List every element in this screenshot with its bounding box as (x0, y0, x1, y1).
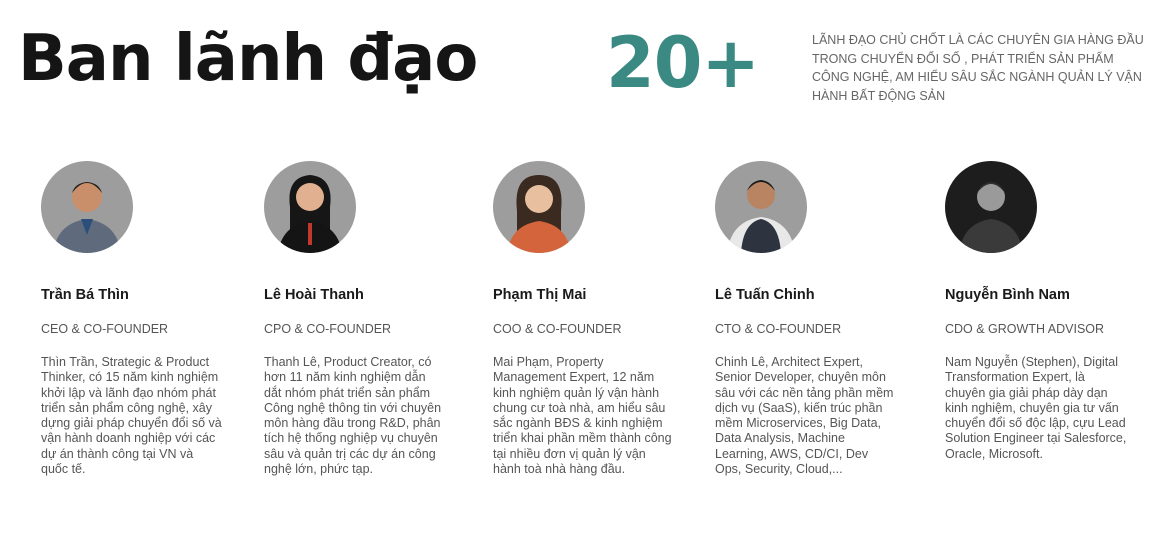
member-name: Lê Hoài Thanh (264, 287, 364, 303)
avatar (715, 161, 807, 253)
member-role: CTO & CO-FOUNDER (715, 322, 842, 336)
member-name: Trần Bá Thìn (41, 287, 129, 303)
tagline: LÃNH ĐẠO CHỦ CHỐT LÀ CÁC CHUYÊN GIA HÀNG ĐẦU TRONG CHUYỂN ĐỔI SỐ , PHÁT TRIỂN SẢN PHẨM CÔNG NGHỆ, AM HIỂU SÂU SẮC NGÀNH QUẢN LÝ VẬN HÀNH BẤT ĐỘNG SẢN (812, 33, 1144, 103)
member-card (41, 161, 223, 477)
member-bio: Nam Nguyễn (Stephen), Digital Transformation Expert, là chuyên gia giải pháp dày dạn kinh nghiệm, chuyên gia tư vấn chuyển đổi số độc lập, cựu Lead Solution Engineer tại Salesforce, Oracle, Microsoft. (945, 355, 1127, 461)
member-bio: Thanh Lê, Product Creator, có hơn 11 năm kinh nghiệm dẫn dắt nhóm phát triển sản phẩm Công nghệ thông tin với chuyên môn hàng đầu trong R&D, phân tích hệ thống nghiệp vụ chuyên sâu và quản trị các dự án công nghệ lớn, phức tạp. (264, 355, 442, 477)
member-name: Phạm Thị Mai (493, 287, 587, 303)
page-title: Ban lãnh đạo (18, 22, 478, 96)
member-name: Nguyễn Bình Nam (945, 287, 1070, 303)
member-role: CPO & CO-FOUNDER (264, 322, 392, 336)
portrait-icon (715, 161, 807, 253)
portrait-icon (264, 161, 356, 253)
member-card (493, 161, 675, 477)
member-bio: Mai Phạm, Property Management Expert, 12 năm kinh nghiệm quản lý vận hành chung cư toà nhà, am hiểu sâu sắc ngành BĐS & kinh nghiệm triển khai phần mềm thành công tại nhiều đơn vị quản lý vận hành toà nhà hàng đầu. (493, 355, 672, 477)
avatar (493, 161, 585, 253)
experience-stat: 20+ (606, 22, 760, 104)
member-bio: Chinh Lê, Architect Expert, Senior Developer, chuyên môn sâu với các nền tảng phần mềm dịch vụ (SaaS), kiến trúc phần mềm Microservices, Big Data, Data Analysis, Machine Learning, AWS, CD/CI, Dev Ops, Security, Cloud,... (715, 355, 894, 477)
member-card (945, 161, 1127, 462)
member-card (264, 161, 446, 477)
avatar (945, 161, 1037, 253)
portrait-icon (41, 161, 133, 253)
member-card (715, 161, 897, 477)
avatar (41, 161, 133, 253)
member-role: CEO & CO-FOUNDER (41, 322, 169, 336)
portrait-icon (493, 161, 585, 253)
member-role: COO & CO-FOUNDER (493, 322, 622, 336)
avatar (264, 161, 356, 253)
member-bio: Thìn Trần, Strategic & Product Thinker, có 15 năm kinh nghiệm khởi lập và lãnh đạo nhóm phát triển sản phẩm công nghệ, xây dựng giải pháp chuyển đổi số và vận hành doanh nghiệp với các dự án thành công tại VN và quốc tế. (41, 355, 222, 477)
portrait-icon (945, 161, 1037, 253)
member-role: CDO & GROWTH ADVISOR (945, 322, 1105, 336)
member-name: Lê Tuấn Chinh (715, 287, 815, 303)
